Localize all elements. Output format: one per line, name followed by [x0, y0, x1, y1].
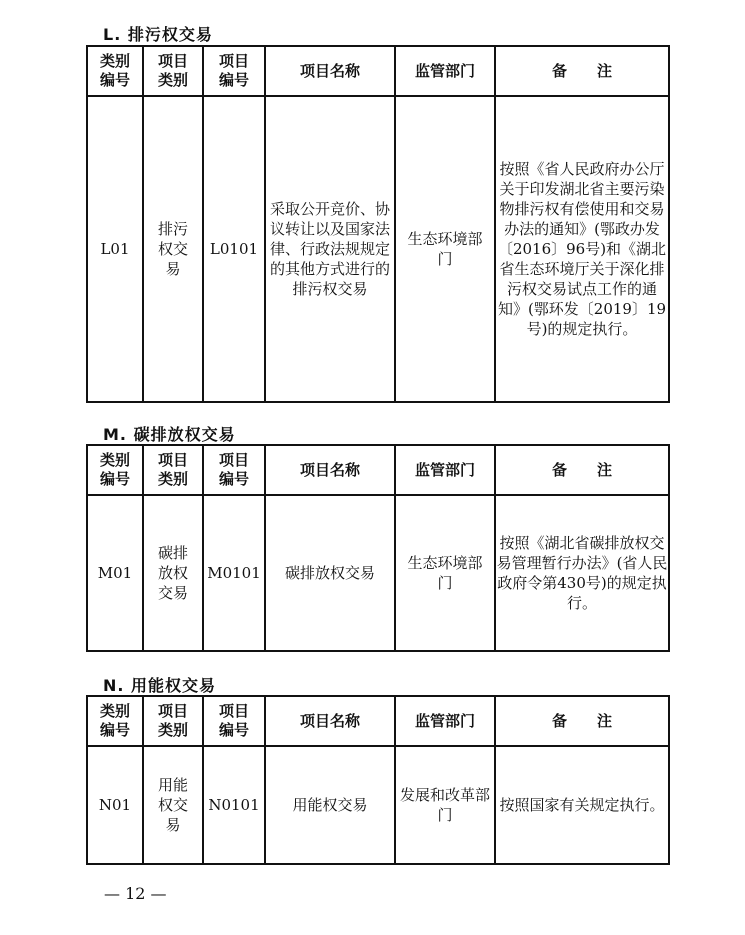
cell-proj-cat: 排污权交易 [143, 96, 203, 402]
header-proj-cat: 项目类别 [143, 46, 203, 96]
page-number: — 12 — [104, 884, 167, 903]
cell-proj-cat: 用能权交易 [143, 746, 203, 864]
section-title-m: M. 碳排放权交易 [103, 425, 236, 444]
table-row [87, 495, 669, 651]
cell-remark: 按照《湖北省碳排放权交易管理暂行办法》(省人民政府令第430号)的规定执行。 [495, 495, 669, 651]
header-proj-cat: 项目类别 [143, 445, 203, 495]
cell-cat-code: N01 [87, 746, 143, 864]
header-proj-name: 项目名称 [265, 46, 395, 96]
header-cat-code: 类别编号 [87, 445, 143, 495]
cell-cat-code: M01 [87, 495, 143, 651]
cell-remark: 按照国家有关规定执行。 [495, 746, 669, 864]
header-proj-name: 项目名称 [265, 696, 395, 746]
cell-proj-code: N0101 [203, 746, 265, 864]
header-dept: 监管部门 [395, 46, 495, 96]
header-proj-name: 项目名称 [265, 445, 395, 495]
header-remark: 备 注 [495, 696, 669, 746]
cell-proj-cat: 碳排放权交易 [143, 495, 203, 651]
header-row [87, 445, 669, 495]
cell-proj-code: M0101 [203, 495, 265, 651]
header-proj-code: 项目编号 [203, 445, 265, 495]
header-dept: 监管部门 [395, 445, 495, 495]
header-row [87, 696, 669, 746]
cell-dept: 生态环境部门 [395, 96, 495, 402]
header-proj-code: 项目编号 [203, 696, 265, 746]
cell-cat-code: L01 [87, 96, 143, 402]
cell-proj-name: 碳排放权交易 [265, 495, 395, 651]
header-proj-code: 项目编号 [203, 46, 265, 96]
table-m [86, 444, 670, 652]
section-title-l: L. 排污权交易 [103, 25, 213, 44]
cell-proj-name: 用能权交易 [265, 746, 395, 864]
cell-proj-code: L0101 [203, 96, 265, 402]
table-n [86, 695, 670, 865]
header-proj-cat: 项目类别 [143, 696, 203, 746]
header-cat-code: 类别编号 [87, 696, 143, 746]
cell-remark: 按照《省人民政府办公厅关于印发湖北省主要污染物排污权有偿使用和交易办法的通知》(鄂政办发〔2016〕96号)和《湖北省生态环境厅关于深化排污权交易试点工作的通知》(鄂环发〔2019〕19号)的规定执行。 [495, 96, 669, 402]
table-l [86, 45, 670, 403]
header-remark: 备 注 [495, 445, 669, 495]
table-row [87, 96, 669, 402]
section-title-n: N. 用能权交易 [103, 676, 217, 695]
cell-proj-name: 采取公开竞价、协议转让以及国家法律、行政法规规定的其他方式进行的排污权交易 [265, 96, 395, 402]
header-dept: 监管部门 [395, 696, 495, 746]
header-remark: 备 注 [495, 46, 669, 96]
header-cat-code: 类别编号 [87, 46, 143, 96]
cell-dept: 生态环境部门 [395, 495, 495, 651]
header-row [87, 46, 669, 96]
cell-dept: 发展和改革部门 [395, 746, 495, 864]
table-row [87, 746, 669, 864]
